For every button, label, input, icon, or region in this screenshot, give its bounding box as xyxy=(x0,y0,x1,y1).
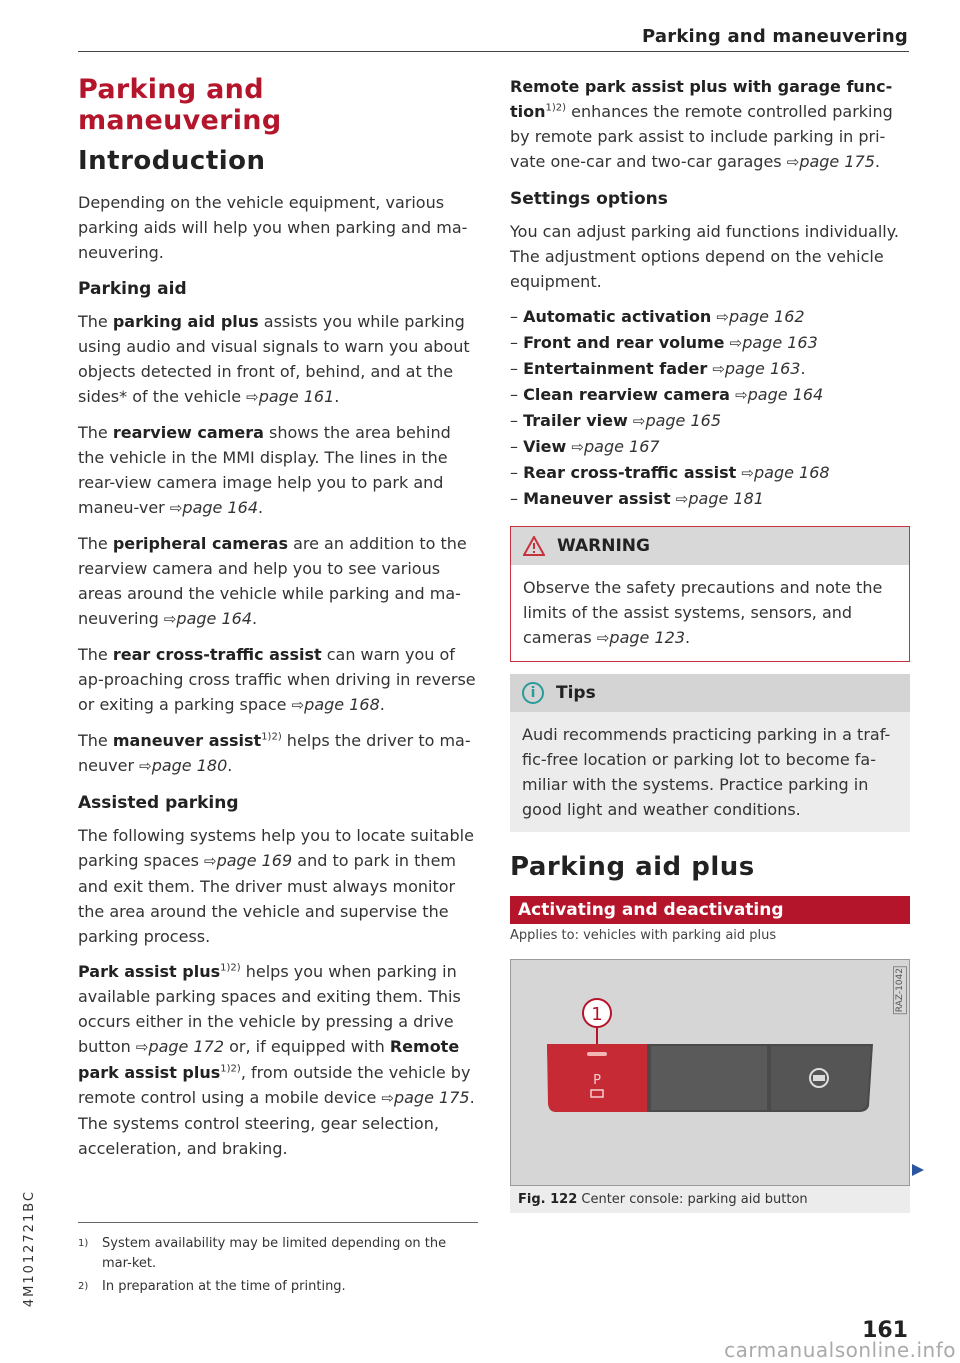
page-ref-link[interactable]: page 163 xyxy=(724,359,801,378)
page-ref-link[interactable]: page 164 xyxy=(176,609,253,628)
paragraph-assisted-parking: The following systems help you to locate suitable parking spaces ⇨page 169 and to park in them and exit them. The driver must always monitor the area around the vehicle and supervise the parking process. xyxy=(78,826,474,946)
list-item: – Rear cross-traffic assist ⇨page 168 xyxy=(510,463,830,482)
ref-arrow-icon: ⇨ xyxy=(135,1038,149,1056)
paragraph-peripheral-cameras: The peripheral cameras are an addition to the rearview camera and help you to see various areas around the vehicle while parking and ma-neuvering ⇨page 164. xyxy=(78,534,467,628)
page-ref-link[interactable]: page 164 xyxy=(747,385,824,404)
page-ref-link[interactable]: page 164 xyxy=(182,498,259,517)
page-ref-link[interactable]: page 161 xyxy=(258,387,335,406)
ref-arrow-icon: ⇨ xyxy=(675,490,689,508)
section-heading-parking-aid-plus: Parking aid plus xyxy=(510,852,755,882)
document-code: 4M1012721BC xyxy=(22,1190,37,1308)
warning-box xyxy=(510,526,910,662)
subheading-settings-options: Settings options xyxy=(510,189,668,209)
list-item: – View ⇨page 167 xyxy=(510,437,660,456)
page-ref-link[interactable]: page 172 xyxy=(148,1037,225,1056)
paragraph-maneuver-assist: The maneuver assist$^{1)2)}$ helps the driver to ma-neuver ⇨page 180. xyxy=(78,731,471,775)
page-ref-link[interactable]: page 175 xyxy=(393,1088,470,1107)
page-ref-link[interactable]: page 180 xyxy=(151,756,228,775)
section-heading-introduction: Introduction xyxy=(78,146,266,176)
chapter-title-line1: Parking and xyxy=(78,74,264,105)
page-ref-link[interactable]: page 181 xyxy=(688,489,764,508)
camera-icon-center xyxy=(813,1075,825,1081)
ref-arrow-icon: ⇨ xyxy=(139,757,152,775)
ref-arrow-icon: ⇨ xyxy=(716,308,729,326)
subheading-assisted-parking: Assisted parking xyxy=(78,793,239,813)
figure-label: Fig. 122 xyxy=(518,1192,578,1207)
warning-title: WARNING xyxy=(557,536,650,556)
footnote-2: 2) In preparation at the time of printing. xyxy=(78,1279,346,1294)
list-item: – Trailer view ⇨page 165 xyxy=(510,411,722,430)
ref-arrow-icon: ⇨ xyxy=(246,388,259,406)
page-ref-link[interactable]: page 167 xyxy=(583,437,660,456)
figure-caption-text: Center console: parking aid button xyxy=(581,1192,808,1207)
page-ref-link[interactable]: page 168 xyxy=(753,463,830,482)
page-ref-link[interactable]: page 163 xyxy=(742,333,818,352)
list-item: – Automatic activation ⇨page 162 xyxy=(510,307,805,326)
right-column xyxy=(510,74,910,1213)
ref-arrow-icon: ⇨ xyxy=(204,852,217,870)
header-divider xyxy=(78,51,909,52)
figure-center-console xyxy=(510,959,910,1186)
paragraph-remote-garage: Remote park assist plus with garage func-tion$^{1)2)}$ enhances the remote controlled parking by remote park assist to include parking in pri-vate one-car and two-car garages ⇨page 175. xyxy=(510,77,893,171)
list-item: – Maneuver assist ⇨page 181 xyxy=(510,489,764,508)
ref-arrow-icon: ⇨ xyxy=(786,153,800,171)
callout-number: 1 xyxy=(591,1004,603,1025)
ref-arrow-icon: ⇨ xyxy=(729,334,743,352)
ref-arrow-icon: ⇨ xyxy=(632,412,646,430)
ref-arrow-icon: ⇨ xyxy=(381,1089,394,1107)
list-item: – Entertainment fader ⇨page 163. xyxy=(510,359,806,378)
center-console-illustration xyxy=(511,960,909,1183)
ref-arrow-icon: ⇨ xyxy=(596,629,610,647)
ref-arrow-icon: ⇨ xyxy=(735,386,748,404)
page-ref-link[interactable]: page 169 xyxy=(216,851,293,870)
figure-caption xyxy=(510,1186,910,1213)
page-ref-link[interactable]: page 168 xyxy=(304,695,380,714)
parking-aid-glyph-icon: P xyxy=(593,1073,601,1088)
figure-code: RAZ-1042 xyxy=(895,968,905,1013)
warning-header xyxy=(511,527,909,565)
left-column xyxy=(78,74,478,1171)
page-ref-link[interactable]: page 165 xyxy=(645,411,722,430)
ref-arrow-icon: ⇨ xyxy=(291,696,305,714)
tips-header xyxy=(510,674,910,712)
page-number: 161 xyxy=(862,1318,908,1343)
running-header: Parking and maneuvering xyxy=(642,26,908,47)
chapter-title-line2: maneuvering xyxy=(78,105,282,136)
subheading-parking-aid: Parking aid xyxy=(78,279,187,299)
topic-banner: Activating and deactivating xyxy=(510,896,910,924)
tips-box xyxy=(510,674,910,832)
footnote-divider xyxy=(78,1222,478,1223)
console-middle-panel xyxy=(651,1046,767,1110)
ref-arrow-icon: ⇨ xyxy=(169,499,183,517)
warning-body: Observe the safety precautions and note the limits of the assist systems, sensors, and cameras ⇨page 123. xyxy=(523,578,883,647)
list-item: – Clean rearview camera ⇨page 164 xyxy=(510,385,824,404)
warning-triangle-icon xyxy=(523,536,545,556)
ref-arrow-icon: ⇨ xyxy=(741,464,754,482)
ref-arrow-icon: ⇨ xyxy=(163,610,177,628)
paragraph-rear-cross-traffic: The rear cross-traffic assist can warn you of ap-proaching cross traffic when driving in reverse or exiting a parking space ⇨page 168. xyxy=(78,645,476,714)
list-item: – Front and rear volume ⇨page 163 xyxy=(510,333,818,352)
tips-body: Audi recommends practicing parking in a traf-fic-free location or parking lot to become fa-miliar with the systems. Practice parking in good light and weather conditions. xyxy=(522,725,891,819)
page-ref-link[interactable]: page 123 xyxy=(609,628,686,647)
footnote-1: 1) System availability may be limited depending on the mar-ket. xyxy=(78,1236,447,1271)
tips-title: Tips xyxy=(556,683,596,703)
applies-to-note: Applies to: vehicles with parking aid plus xyxy=(510,928,777,943)
watermark: carmanualsonline.info xyxy=(724,1338,956,1362)
info-icon: i xyxy=(522,682,544,704)
paragraph-rearview-camera: The rearview camera shows the area behind the vehicle in the MMI display. The lines in the rear-view camera image help you to park and maneu-ver ⇨page 164. xyxy=(78,423,451,517)
paragraph-park-assist-plus: Park assist plus$^{1)2)}$ helps you when parking in available parking spaces and exiting them. This occurs either in the vehicle by pressing a drive button ⇨page 172 or, if equipped with Remote park assist plus$^{1)2)}$, from outside the vehicle by remote control using a mobile device ⇨page 175. The systems control steering, gear selection, acceleration, and braking. xyxy=(78,962,475,1158)
page-ref-link[interactable]: page 175 xyxy=(799,152,875,171)
settings-options-list xyxy=(510,304,910,512)
paragraph-parking-aid-plus: The parking aid plus assists you while parking using audio and visual signals to warn you about objects detected in front of, behind, and at the sides* of the vehicle ⇨page 161. xyxy=(78,312,470,406)
ref-arrow-icon: ⇨ xyxy=(571,438,584,456)
intro-paragraph: Depending on the vehicle equipment, various parking aids will help you when parking and ma-neuvering. xyxy=(78,193,468,262)
ref-arrow-icon: ⇨ xyxy=(712,360,725,378)
continue-arrow-icon xyxy=(912,1164,924,1176)
button-led xyxy=(587,1052,607,1056)
page-ref-link[interactable]: page 162 xyxy=(729,307,805,326)
chapter-title xyxy=(78,74,478,136)
settings-paragraph: You can adjust parking aid functions individually. The adjustment options depend on the vehicle equipment. xyxy=(510,222,900,291)
